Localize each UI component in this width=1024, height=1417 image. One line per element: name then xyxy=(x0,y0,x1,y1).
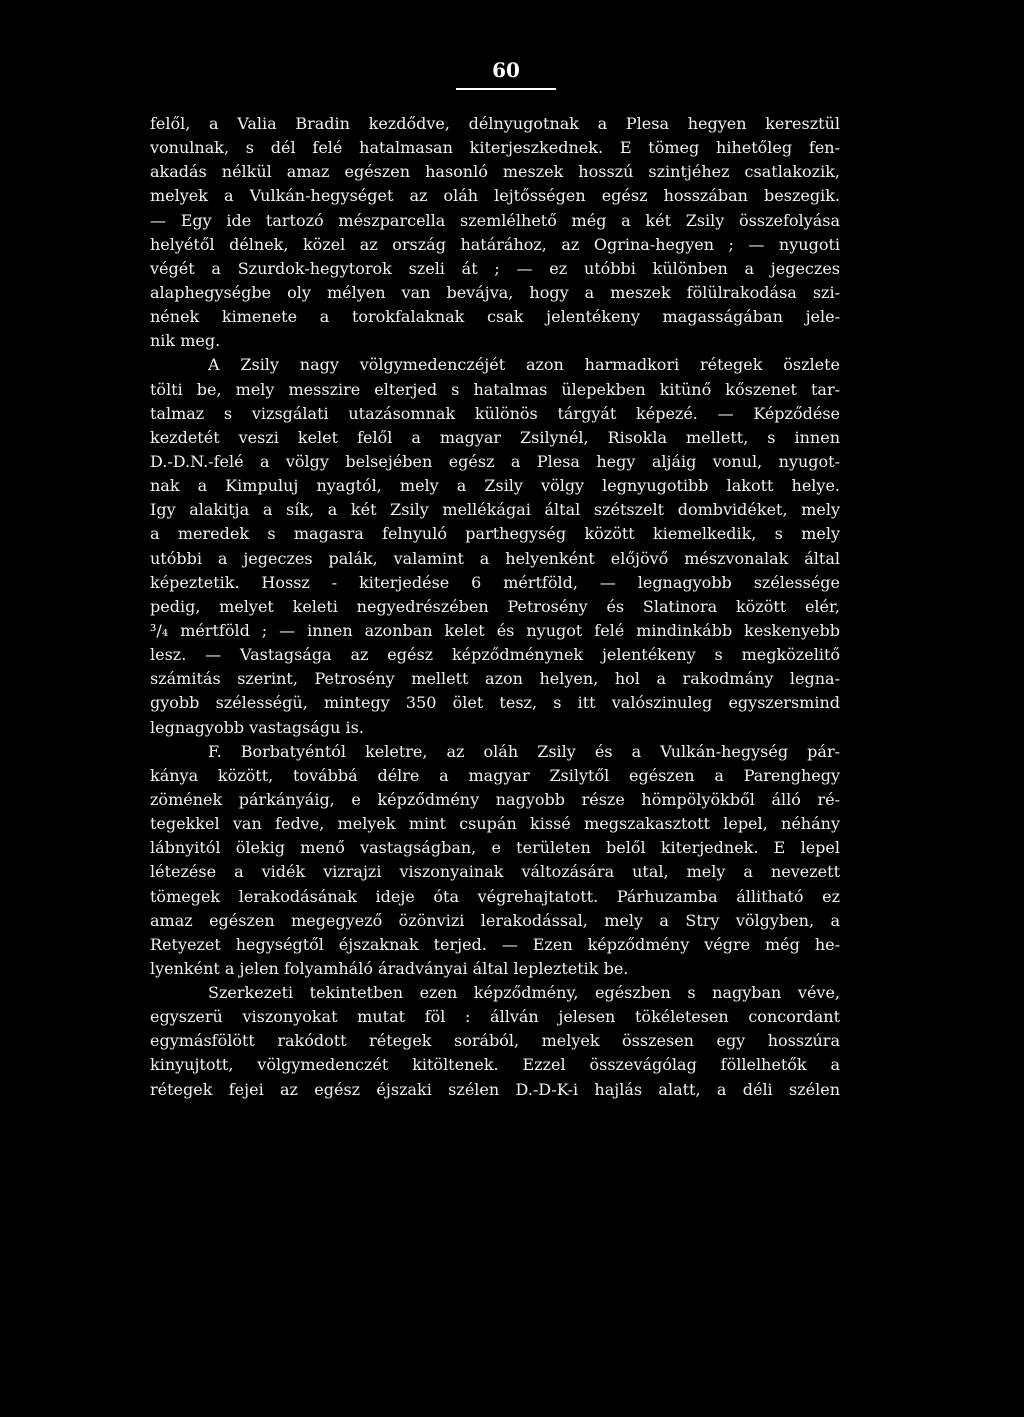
page-number-rule xyxy=(456,88,556,90)
text-line: legnagyobb vastagságu is. xyxy=(150,717,364,737)
text-line: kánya között, továbbá délre a magyar Zsilytől egészen a Parenghegy xyxy=(150,765,840,785)
text-line: Igy alakitja a sík, a két Zsily mellékágai által szétszelt dombvidéket, mely xyxy=(150,500,840,520)
text-line: utóbbi a jegeczes palák, valamint a helyenként előjövő mészvonalak által xyxy=(150,548,840,568)
text-line: kezdetét veszi kelet felől a magyar Zsilynél, Risokla mellett, s innen xyxy=(150,427,840,447)
text-line: zömének párkányáig, e képződmény nagyobb része hömpölyökből álló ré- xyxy=(150,789,840,809)
text-line: helyétől délnek, közel az ország határához, az Ogrina-hegyen ; — nyugoti xyxy=(150,234,840,254)
text-line: lyenként a jelen folyamháló áradványai által lepleztetik be. xyxy=(150,958,629,978)
text-line: egyszerü viszonyokat mutat föl : állván jelesen tökéletesen concordant xyxy=(150,1007,840,1027)
text-line: tömegek lerakodásának ideje óta végrehajtatott. Párhuzamba állitható ez xyxy=(150,886,840,906)
text-line: vonulnak, s dél felé hatalmasan kiterjeszkednek. E tömeg hihetőleg fen- xyxy=(150,138,840,158)
text-line: — Egy ide tartozó mészparcella szemlélhető még a két Zsily összefolyása xyxy=(150,210,840,230)
text-line: nik meg. xyxy=(150,331,221,351)
text-line: amaz egészen megegyező özönvizi lerakodással, mely a Stry völgyben, a xyxy=(150,910,840,930)
text-line: alaphegységbe oly mélyen van bevájva, hogy a meszek fölülrakodása szi- xyxy=(150,282,840,302)
text-line: képeztetik. Hossz - kiterjedése 6 mértföld, — legnagyobb szélessége xyxy=(150,572,840,592)
text-line: talmaz s vizsgálati utazásomnak különös tárgyát képezé. — Képződése xyxy=(150,403,840,423)
body-text xyxy=(150,112,840,1102)
text-line: akadás nélkül amaz egészen hasonló meszek hosszú szintjéhez csatlakozik, xyxy=(150,162,840,182)
text-line: tölti be, mely messzire elterjed s hatalmas ülepekben kitünő kőszenet tar- xyxy=(150,379,840,399)
text-line: nének kimenete a torokfalaknak csak jelentékeny magasságában jele- xyxy=(150,307,840,327)
text-line: egymásfölött rakódott rétegek sorából, melyek összesen egy hosszúra xyxy=(150,1031,840,1051)
text-line: Szerkezeti tekintetben ezen képződmény, egészben s nagyban véve, xyxy=(208,983,840,1003)
text-line: pedig, melyet keleti negyedrészében Petrosény és Slatinora között elér, xyxy=(150,596,840,616)
text-line: végét a Szurdok-hegytorok szeli át ; — ez utóbbi különben a jegeczes xyxy=(150,258,840,278)
text-line: számitás szerint, Petrosény mellett azon helyen, hol a rakodmány legna- xyxy=(150,669,840,689)
text-line: lesz. — Vastagsága az egész képződménynek jelentékeny s megközelitő xyxy=(150,645,840,665)
text-line: F. Borbatyéntól keletre, az oláh Zsily és a Vulkán-hegység pár- xyxy=(208,741,840,761)
text-line: létezése a vidék vizrajzi viszonyainak változására utal, mely a nevezett xyxy=(150,862,840,882)
text-line: D.-D.N.-felé a völgy belsejében egész a Plesa hegy aljáig vonul, nyugot- xyxy=(150,451,840,471)
page-number: 60 xyxy=(492,58,520,82)
text-line: gyobb szélességü, mintegy 350 ölet tesz, s itt valószinuleg egyszersmind xyxy=(150,693,840,713)
text-line: A Zsily nagy völgymedenczéjét azon harmadkori rétegek öszlete xyxy=(208,355,840,375)
text-line: felől, a Valia Bradin kezdődve, délnyugotnak a Plesa hegyen keresztül xyxy=(150,114,840,133)
text-line: nak a Kimpuluj nyagtól, mely a Zsily völgy legnyugotibb lakott helye. xyxy=(150,476,840,496)
text-line: Retyezet hegységtől éjszaknak terjed. — Ezen képződmény végre még he- xyxy=(150,934,840,954)
text-line: lábnyitól ölekig menő vastagságban, e területen belől kiterjednek. E lepel xyxy=(150,838,840,858)
text-line: tegekkel van fedve, melyek mint csupán kissé megszakasztott lepel, néhány xyxy=(150,814,840,834)
text-line: kinyujtott, völgymedenczét kitöltenek. Ezzel összevágólag föllelhetők a xyxy=(150,1055,840,1075)
text-line: a meredek s magasra felnyuló parthegység között kiemelkedik, s mely xyxy=(150,524,840,544)
text-line: melyek a Vulkán-hegységet az oláh lejtősségen egész hosszában beszegik. xyxy=(150,186,840,206)
text-line: ³/₄ mértföld ; — innen azonban kelet és nyugot felé mindinkább keskenyebb xyxy=(150,620,840,640)
text-line: rétegek fejei az egész éjszaki szélen D.-D-K-i hajlás alatt, a déli szélen xyxy=(150,1079,840,1099)
